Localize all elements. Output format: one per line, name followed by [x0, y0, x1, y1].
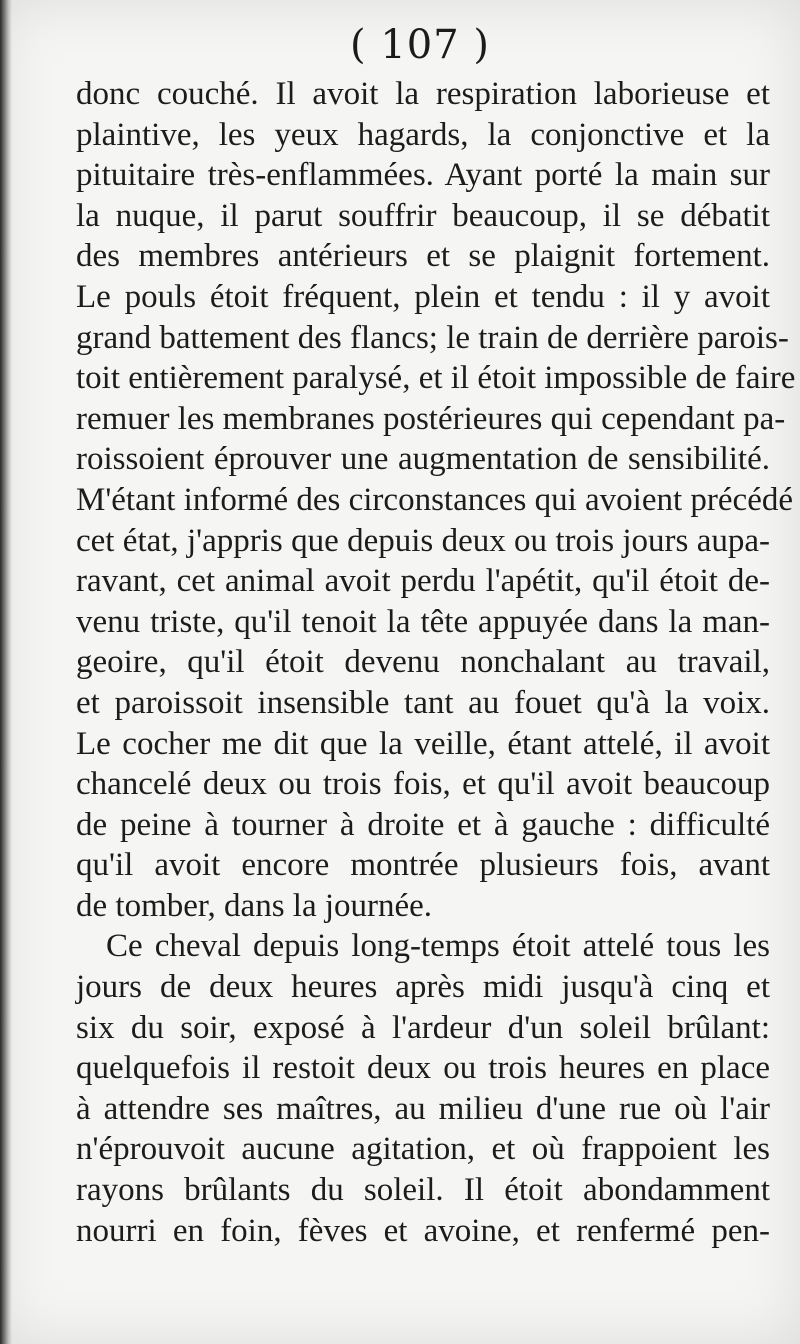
text-line: plaintive, les yeux hagards, la conjonctive et la [76, 116, 770, 153]
text-line: rayons brûlants du soleil. Il étoit abondamment [76, 1172, 770, 1209]
text-line: des membres antérieurs et se plaignit fortement. [76, 238, 770, 275]
text-line: de peine à tourner à droite et à gauche : difficulté [76, 806, 770, 843]
text-line: Le cocher me dit que la veille, étant attelé, il avoit [76, 725, 770, 762]
text-line: quelquefois il restoit deux ou trois heures en place [76, 1050, 770, 1087]
text-line: et paroissoit insensible tant au fouet qu'à la voix. [76, 684, 770, 721]
text-line: de tomber, dans la journée. [76, 887, 433, 924]
body-text [76, 74, 796, 1251]
text-line: M'étant informé des circonstances qui avoient précédé [76, 481, 793, 518]
text-line: qu'il avoit encore montrée plusieurs fois, avant [76, 847, 770, 884]
paragraph [76, 74, 796, 926]
text-line: ravant, cet animal avoit perdu l'apétit, qu'il étoit de- [76, 563, 770, 600]
text-line: pituitaire très-enflammées. Ayant porté la main sur [76, 157, 770, 194]
text-line: Le pouls étoit fréquent, plein et tendu : il y avoit [76, 278, 770, 315]
text-line: la nuque, il parut souffrir beaucoup, il se débatit [76, 197, 770, 234]
page-gutter-shadow [0, 0, 12, 1344]
text-line: six du soir, exposé à l'ardeur d'un soleil brûlant: [76, 1009, 770, 1046]
text-line: geoire, qu'il étoit devenu nonchalant au travail, [76, 644, 770, 681]
text-line: à attendre ses maîtres, au milieu d'une rue où l'air [76, 1090, 770, 1127]
text-line: n'éprouvoit aucune agitation, et où frappoient les [76, 1131, 770, 1168]
text-line: venu triste, qu'il tenoit la tête appuyée dans la man- [76, 603, 770, 640]
text-line: nourri en foin, fèves et avoine, et renfermé pen- [76, 1212, 770, 1249]
text-line: remuer les membranes postérieures qui cependant pa- [76, 400, 786, 437]
text-line: toit entièrement paralysé, et il étoit impossible de faire [76, 360, 796, 397]
text-line: jours de deux heures après midi jusqu'à cinq et [76, 969, 770, 1006]
text-line: grand battement des flancs; le train de derrière parois- [76, 319, 789, 356]
page-number: ( 107 ) [350, 22, 490, 68]
text-line: donc couché. Il avoit la respiration laborieuse et [76, 76, 770, 112]
paragraph [76, 926, 770, 1251]
text-line: Ce cheval depuis long-temps étoit attelé tous les [106, 928, 770, 965]
text-line: chancelé deux ou trois fois, et qu'il avoit beaucoup [76, 766, 770, 803]
text-line: roissoient éprouver une augmentation de sensibilité. [76, 441, 770, 478]
text-line: cet état, j'appris que depuis deux ou trois jours aupa- [76, 522, 770, 559]
